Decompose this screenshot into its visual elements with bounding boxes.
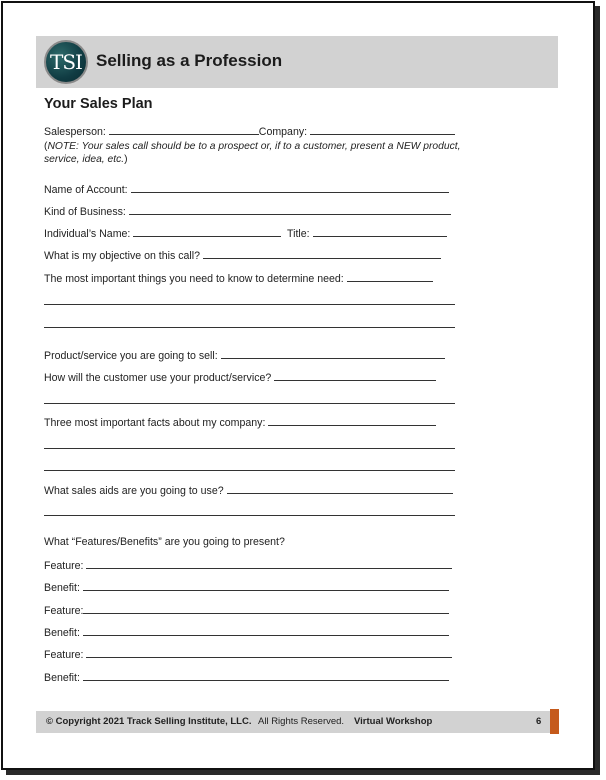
sales-call-note	[44, 140, 464, 166]
business-row	[44, 204, 451, 218]
usage-row	[44, 370, 436, 384]
page-number: 6	[536, 716, 542, 727]
feature-label: Feature:	[44, 649, 84, 661]
facts-row	[44, 415, 436, 429]
company-field[interactable]	[310, 124, 455, 135]
business-field[interactable]	[129, 204, 451, 215]
need-label: The most important things you need to know to determine need:	[44, 273, 344, 285]
feature-label: Feature:	[44, 560, 84, 572]
benefit-row-2	[44, 625, 449, 639]
usage-field[interactable]	[274, 370, 436, 381]
note-text: NOTE: Your sales call should be to a prospect or, if to a customer, present a NEW product, service, idea, etc.	[44, 141, 461, 165]
account-label: Name of Account:	[44, 184, 128, 196]
facts-label: Three most important facts about my company:	[44, 417, 266, 429]
footer-copyright: © Copyright 2021 Track Selling Institute, LLC.	[46, 716, 252, 727]
benefit-field-2[interactable]	[83, 625, 449, 636]
benefit-label: Benefit:	[44, 672, 80, 684]
product-field[interactable]	[221, 348, 445, 359]
feature-row-2	[44, 603, 449, 617]
account-field[interactable]	[131, 182, 449, 193]
title-label: Title:	[287, 228, 310, 240]
section-title: Your Sales Plan	[44, 96, 153, 112]
individual-row	[44, 226, 447, 240]
benefit-row-3	[44, 670, 449, 684]
feature-row-3	[44, 647, 452, 661]
need-field[interactable]	[347, 271, 433, 282]
note-open-paren: (	[44, 141, 48, 152]
salesperson-label: Salesperson:	[44, 126, 106, 138]
need-row	[44, 271, 433, 285]
benefit-label: Benefit:	[44, 582, 80, 594]
features-question-text: What “Features/Benefits” are you going to present?	[44, 536, 285, 548]
benefit-label: Benefit:	[44, 627, 80, 639]
facts-line-2[interactable]	[44, 470, 455, 471]
feature-field-2[interactable]	[83, 603, 449, 614]
footer-accent-bar	[550, 709, 559, 734]
tsi-logo	[44, 40, 88, 84]
aids-field[interactable]	[227, 483, 453, 494]
need-line-2[interactable]	[44, 327, 455, 328]
feature-field-3[interactable]	[86, 647, 452, 658]
salesperson-field[interactable]	[109, 124, 259, 135]
objective-label: What is my objective on this call?	[44, 250, 201, 262]
account-row	[44, 182, 449, 196]
feature-field-1[interactable]	[86, 558, 452, 569]
usage-label: How will the customer use your product/service?	[44, 372, 272, 384]
facts-line-1[interactable]	[44, 448, 455, 449]
features-question	[44, 536, 285, 548]
usage-line-1[interactable]	[44, 403, 455, 404]
benefit-field-3[interactable]	[83, 670, 449, 681]
business-label: Kind of Business:	[44, 206, 126, 218]
need-line-1[interactable]	[44, 304, 455, 305]
logo-text: TSI	[50, 50, 82, 74]
feature-row-1	[44, 558, 452, 572]
company-label: Company:	[258, 126, 308, 138]
footer-bar	[36, 711, 550, 733]
objective-field[interactable]	[203, 248, 441, 259]
product-row	[44, 348, 445, 362]
aids-label: What sales aids are you going to use?	[44, 485, 224, 497]
header-title: Selling as a Profession	[96, 51, 283, 70]
product-label: Product/service you are going to sell:	[44, 350, 218, 362]
salesperson-row	[44, 124, 455, 138]
note-close-paren: )	[124, 154, 128, 165]
footer-rights: All Rights Reserved.	[258, 716, 345, 727]
benefit-field-1[interactable]	[83, 580, 449, 591]
objective-row	[44, 248, 441, 262]
title-field[interactable]	[313, 226, 447, 237]
header-banner	[36, 36, 558, 88]
individual-label: Individual’s Name:	[44, 228, 131, 240]
footer-workshop: Virtual Workshop	[354, 716, 433, 727]
benefit-row-1	[44, 580, 449, 594]
aids-line-1[interactable]	[44, 515, 455, 516]
aids-row	[44, 483, 453, 497]
individual-field[interactable]	[133, 226, 281, 237]
feature-label: Feature:	[44, 605, 84, 617]
facts-field[interactable]	[268, 415, 436, 426]
